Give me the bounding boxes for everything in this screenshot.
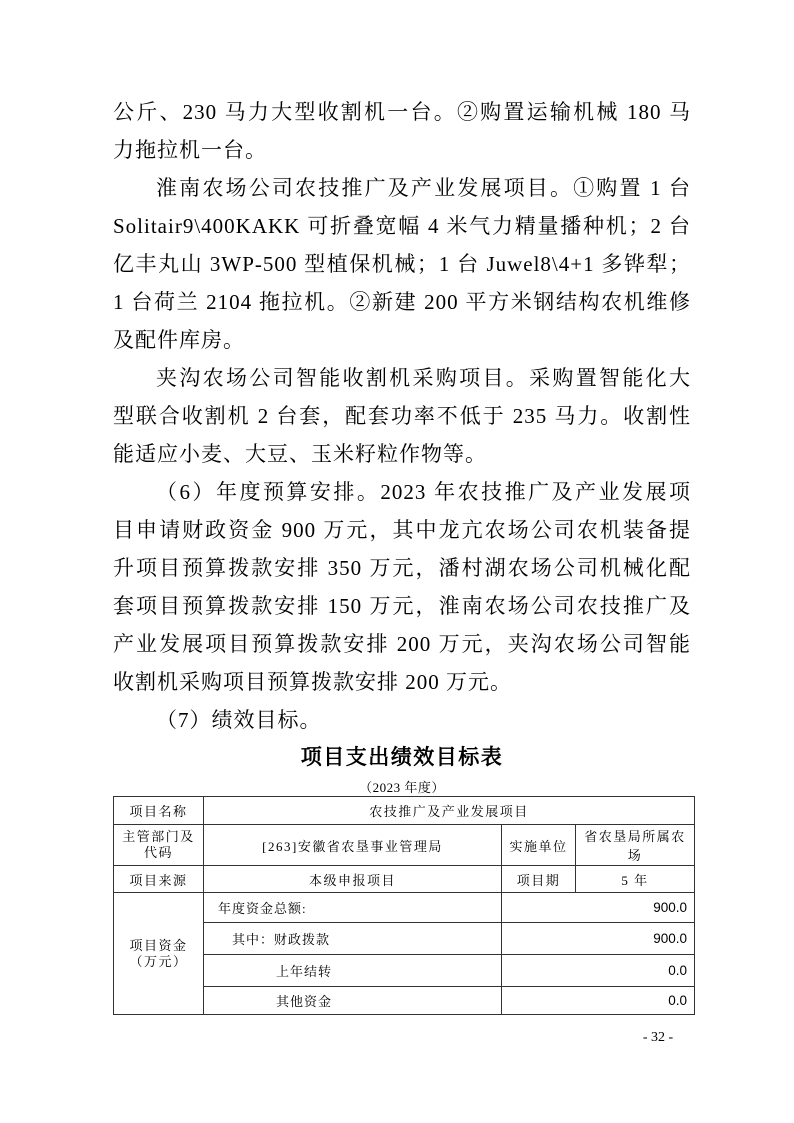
fiscal-appropriation-label: 其中：财政拨款 (204, 923, 502, 955)
body-line: 升项目预算拨款安排 350 万元，潘村湖农场公司机械化配 (113, 556, 691, 580)
body-line: 目申请财政资金 900 万元，其中龙亢农场公司农机装备提 (113, 518, 691, 542)
department-label-line2: 代码 (143, 845, 173, 860)
project-funds-label-line2: （万元） (129, 953, 188, 969)
table-row (114, 866, 695, 893)
fiscal-appropriation-value: 900.0 (502, 923, 695, 955)
body-line: 收割机采购项目预算拨款安排 200 万元。 (113, 670, 512, 694)
project-source-value: 本级申报项目 (204, 866, 502, 893)
body-line: Solitair9\400KAKK 可折叠宽幅 4 米气力精量播种机；2 台 (113, 214, 691, 238)
department-value: [263]安徽省农垦事业管理局 (204, 825, 502, 866)
body-line: 淮南农场公司农技推广及产业发展项目。①购置 1 台 (156, 176, 691, 200)
body-line: 亿丰丸山 3WP-500 型植保机械；1 台 Juwel8\4+1 多铧犁； (113, 252, 691, 276)
body-line: 公斤、230 马力大型收割机一台。②购置运输机械 180 马 (113, 100, 691, 124)
project-funds-label (114, 893, 204, 1015)
body-line: 型联合收割机 2 台套，配套功率不低于 235 马力。收割性 (113, 404, 691, 428)
implementing-unit-label: 实施单位 (502, 825, 576, 866)
body-line: 及配件库房。 (113, 328, 245, 352)
project-period-value: 5 年 (576, 866, 695, 893)
project-period-label: 项目期 (502, 866, 576, 893)
body-line: （6）年度预算安排。2023 年农技推广及产业发展项 (156, 480, 691, 504)
department-label (114, 825, 204, 866)
department-label-line1: 主管部门及 (122, 829, 195, 844)
table-subtitle: （2023 年度） (359, 780, 445, 795)
annual-total-value: 900.0 (502, 893, 695, 923)
performance-target-table (113, 796, 695, 1015)
project-name-label: 项目名称 (114, 797, 204, 825)
body-line: 1 台荷兰 2104 拖拉机。②新建 200 平方米钢结构农机维修 (113, 290, 691, 314)
other-funds-value: 0.0 (502, 987, 695, 1015)
other-funds-label: 其他资金 (204, 987, 502, 1015)
body-line: 力拖拉机一台。 (113, 138, 267, 162)
body-line: 套项目预算拨款安排 150 万元，淮南农场公司农技推广及 (113, 594, 691, 618)
carryover-label: 上年结转 (204, 955, 502, 987)
project-name-value: 农技推广及产业发展项目 (204, 797, 695, 825)
project-source-label: 项目来源 (114, 866, 204, 893)
body-line: 能适应小麦、大豆、玉米籽粒作物等。 (113, 442, 487, 466)
carryover-value: 0.0 (502, 955, 695, 987)
body-line: （7）绩效目标。 (156, 708, 322, 732)
body-line: 产业发展项目预算拨款安排 200 万元，夹沟农场公司智能 (113, 632, 691, 656)
body-line: 夹沟农场公司智能收割机采购项目。采购置智能化大 (156, 366, 691, 390)
table-row (114, 825, 695, 866)
body-text (113, 93, 691, 739)
table-row (114, 893, 695, 923)
project-funds-label-line1: 项目资金 (129, 937, 188, 953)
table-title: 项目支出绩效目标表 (300, 746, 504, 769)
implementing-unit-value: 省农垦局所属农场 (576, 825, 695, 866)
annual-total-label: 年度资金总额: (204, 893, 502, 923)
page-number: - 32 - (642, 1030, 674, 1045)
table-row (114, 797, 695, 825)
